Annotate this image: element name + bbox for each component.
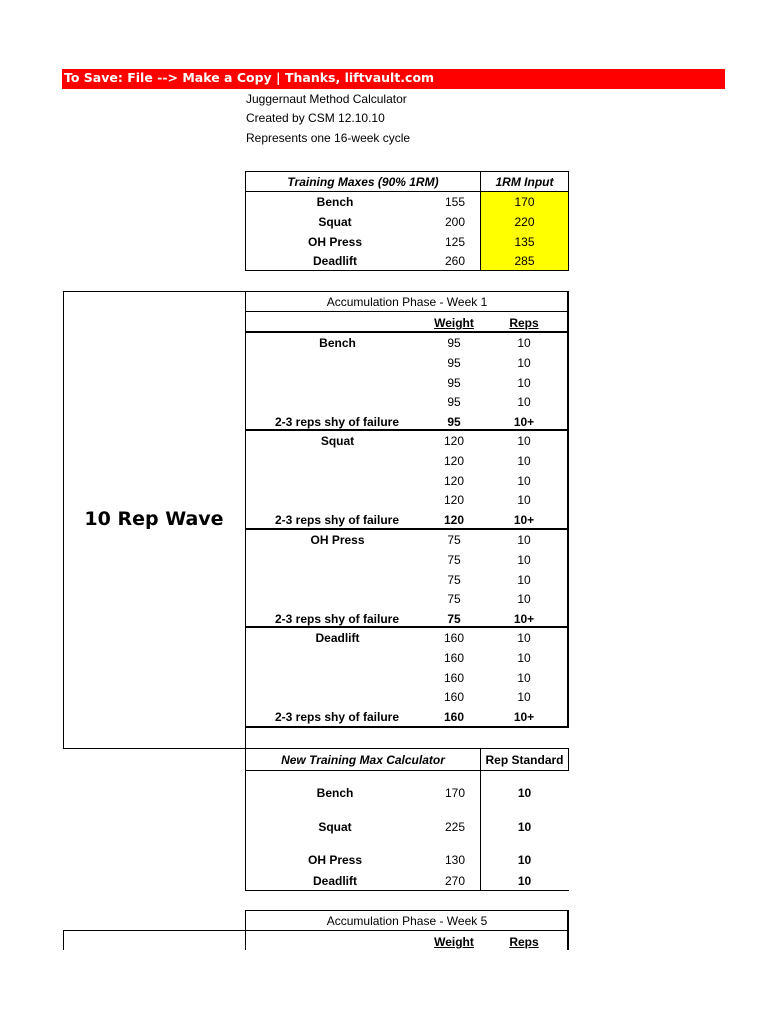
- rep-standard-value: 10: [517, 820, 532, 834]
- week1-reps-cell: 10: [517, 572, 531, 587]
- training-max-value: 125: [444, 235, 465, 249]
- week1-reps-cell: 10: [517, 533, 531, 547]
- week1-lift-label: Bench: [319, 336, 356, 350]
- week1-reps-cell: 10: [517, 355, 531, 370]
- rep-standard-header: Rep Standard: [485, 753, 564, 767]
- max-lift-label: Deadlift: [312, 254, 357, 268]
- week1-weight-cell: 95: [447, 395, 461, 410]
- cycle-note: Represents one 16-week cycle: [246, 131, 411, 145]
- week1-weight-cell: 120: [443, 493, 465, 508]
- week1-weight-cell: 95: [447, 355, 461, 370]
- new-tm-lift-label: Bench: [316, 786, 354, 800]
- week1-reps-header: Reps: [509, 316, 539, 330]
- week1-reps-cell: 10: [517, 336, 531, 350]
- week1-weight-header: Weight: [434, 316, 474, 330]
- training-max-value: 260: [444, 254, 465, 268]
- rep-standard-value: 10: [517, 874, 532, 888]
- save-instructions-banner: [62, 69, 725, 89]
- week1-reps-cell: 10: [517, 473, 531, 488]
- new-tm-lift-label: Squat: [318, 820, 352, 834]
- week1-reps-cell: 10: [517, 493, 531, 508]
- max-lift-label: Squat: [318, 215, 352, 229]
- week1-reps-cell: 10+: [513, 513, 535, 527]
- rep-standard-value: 10: [517, 853, 532, 867]
- week1-lift-label: OH Press: [310, 533, 365, 547]
- week1-lift-label: Squat: [320, 434, 355, 448]
- max-lift-label: OH Press: [307, 235, 363, 249]
- week1-reps-cell: 10+: [513, 710, 535, 724]
- one-rm-input-value: 170: [514, 195, 535, 209]
- week1-reps-cell: 10: [517, 434, 531, 448]
- new-tm-value: 130: [444, 853, 465, 867]
- one-rm-input-value: 135: [514, 235, 535, 249]
- failure-note: 2-3 reps shy of failure: [274, 513, 400, 527]
- week1-reps-cell: 10: [517, 690, 531, 705]
- wave-label: 10 Rep Wave: [84, 508, 224, 530]
- failure-note: 2-3 reps shy of failure: [274, 710, 400, 724]
- one-rm-input-value: 220: [514, 215, 535, 229]
- week1-reps-cell: 10: [517, 395, 531, 410]
- week1-weight-cell: 75: [447, 572, 461, 587]
- week1-weight-cell: 160: [443, 710, 465, 724]
- rep-standard-value: 10: [517, 786, 532, 800]
- week1-weight-cell: 160: [443, 690, 465, 705]
- new-tm-lift-label: Deadlift: [312, 874, 357, 888]
- week1-reps-cell: 10+: [513, 612, 535, 626]
- week1-weight-cell: 95: [447, 336, 461, 350]
- week1-weight-cell: 75: [447, 533, 461, 547]
- week5-reps-header: Reps: [509, 935, 539, 949]
- training-max-value: 155: [444, 195, 465, 209]
- week1-weight-cell: 95: [447, 415, 461, 429]
- new-tm-value: 225: [444, 820, 465, 834]
- week1-weight-cell: 75: [447, 552, 461, 567]
- week1-weight-cell: 120: [443, 513, 465, 527]
- week5-title: Accumulation Phase - Week 5: [326, 914, 488, 928]
- week5-weight-header: Weight: [434, 935, 474, 949]
- week1-reps-cell: 10+: [513, 415, 535, 429]
- training-maxes-header: Training Maxes (90% 1RM): [287, 175, 439, 189]
- week1-reps-cell: 10: [517, 631, 531, 645]
- week1-weight-cell: 160: [443, 631, 465, 645]
- week1-weight-cell: 75: [447, 612, 461, 626]
- week1-lift-label: Deadlift: [315, 631, 360, 645]
- week1-reps-cell: 10: [517, 375, 531, 390]
- new-tm-value: 270: [444, 874, 465, 888]
- week1-weight-cell: 120: [443, 473, 465, 488]
- week1-weight-cell: 160: [443, 650, 465, 665]
- failure-note: 2-3 reps shy of failure: [274, 612, 400, 626]
- calculator-title: Juggernaut Method Calculator: [246, 92, 407, 106]
- banner-text: To Save: File --> Make a Copy | Thanks, liftvault.com: [64, 70, 435, 85]
- week1-reps-cell: 10: [517, 453, 531, 468]
- week1-weight-cell: 95: [447, 375, 461, 390]
- new-tm-header: New Training Max Calculator: [281, 753, 445, 767]
- one-rm-input-header: 1RM Input: [495, 175, 554, 189]
- new-tm-value: 170: [444, 786, 465, 800]
- week1-title: Accumulation Phase - Week 1: [326, 295, 488, 309]
- one-rm-input-value: 285: [514, 254, 535, 268]
- week1-weight-cell: 120: [443, 453, 465, 468]
- week1-reps-cell: 10: [517, 552, 531, 567]
- week1-reps-cell: 10: [517, 650, 531, 665]
- failure-note: 2-3 reps shy of failure: [274, 415, 400, 429]
- week1-weight-cell: 120: [443, 434, 465, 448]
- week1-reps-cell: 10: [517, 670, 531, 685]
- new-tm-lift-label: OH Press: [307, 853, 363, 867]
- max-lift-label: Bench: [316, 195, 354, 209]
- week1-reps-cell: 10: [517, 592, 531, 607]
- creator-note: Created by CSM 12.10.10: [246, 111, 385, 125]
- week1-weight-cell: 160: [443, 670, 465, 685]
- week1-weight-cell: 75: [447, 592, 461, 607]
- training-max-value: 200: [444, 215, 465, 229]
